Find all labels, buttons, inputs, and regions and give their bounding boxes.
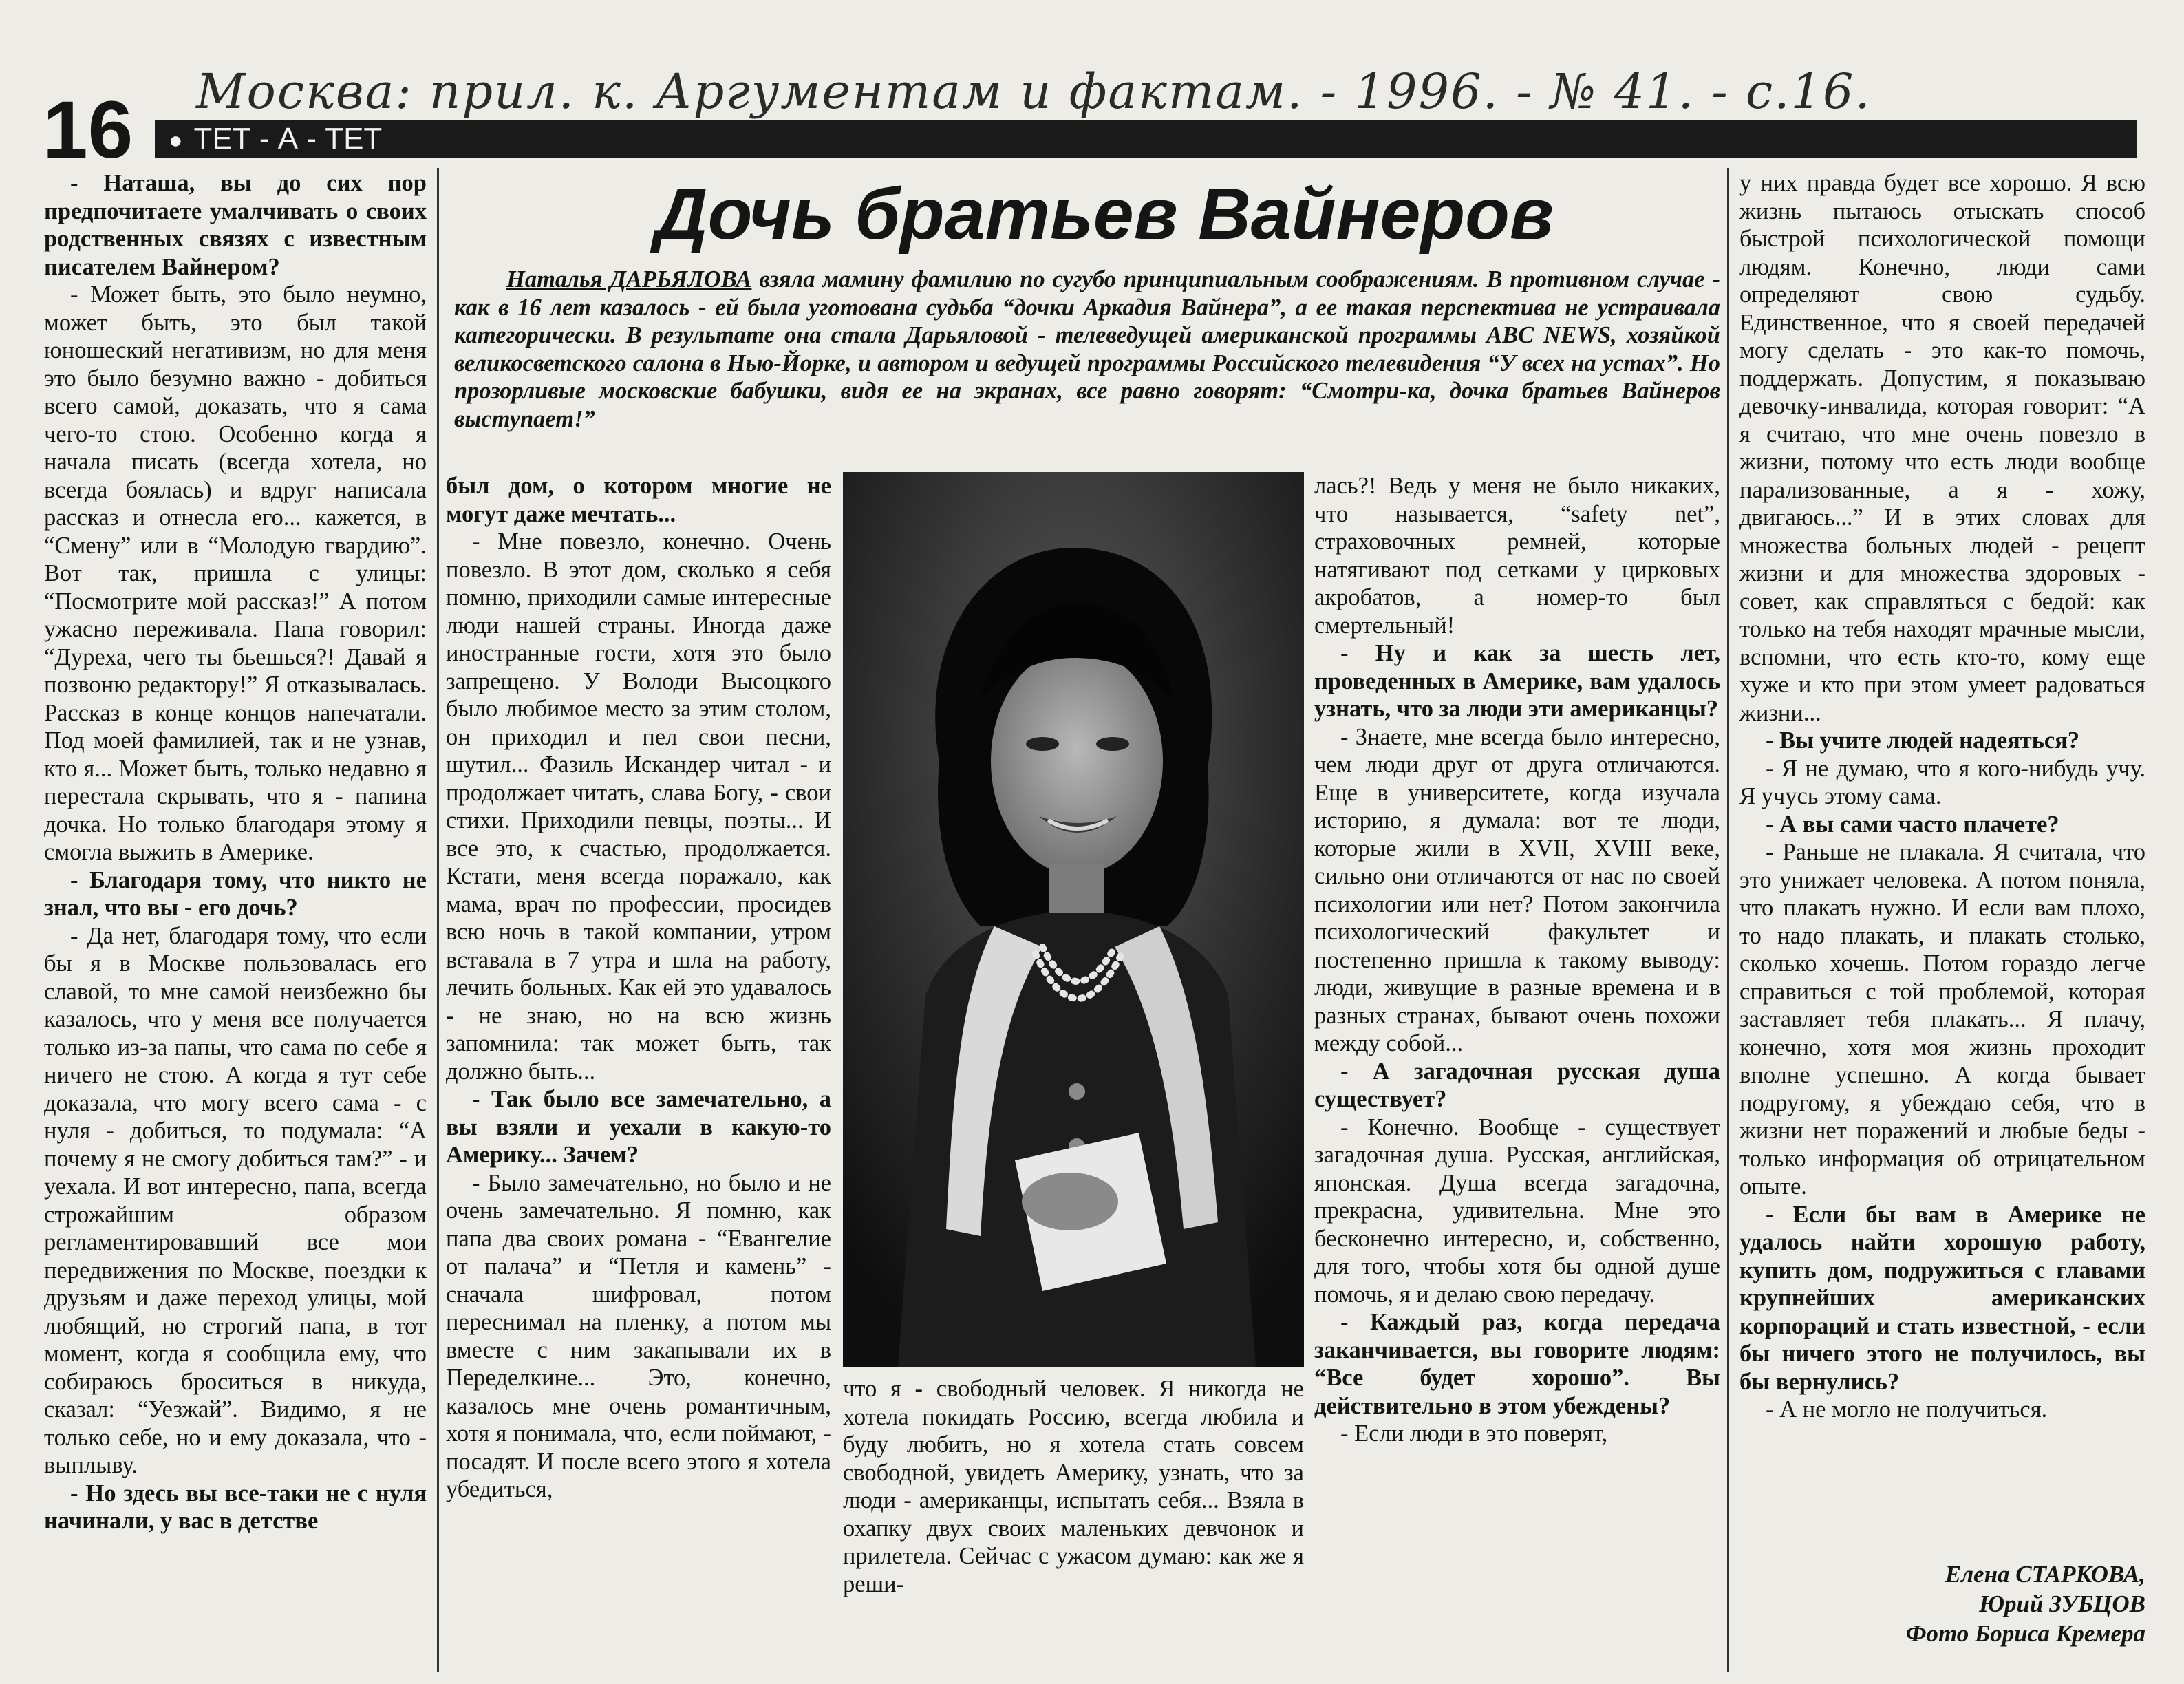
page-number: 16 (43, 85, 133, 175)
question: - А вы сами часто плачете? (1766, 811, 2059, 838)
answer: лась?! Ведь у меня не было никаких, что называется, “safety net”, страховочных ремней, которые натягивают под сетками у цирковых акробатов, а номер-то был смертельный! (1314, 473, 1720, 639)
question: - А загадочная русская душа существует? (1314, 1058, 1720, 1112)
answer: - Раньше не плакала. Я считала, что это унижает человека. А потом поняла, что плакать нужно. И если вам плохо, то надо плакать, и плакать столько, сколько хочешь. Потом гораздо легче справиться с той проблемой, которая заставляет тебя плакать... Я плачу, конечно, хотя моя жизнь проходит вполне успешно. А когда бывает подругому, я убеждаю себя, что в жизни нет поражений и любые беды - только информация об отрицательном опыте. (1739, 839, 2145, 1200)
question: был дом, о котором многие не могут даже мечтать... (446, 473, 831, 527)
answer: - Было замечательно, но было и не очень замечательно. Я помню, как папа два своих романа - “Евангелие от палача” и “Петля и камень” - сначала шифровал, потом переснимал на пленку, а потом мы вместе с ним закапывали их в Переделкине... Это, конечно, казалось мне очень романтичным, хотя я понимала, что, если поймают, - посадят. И после всего этого я хотела убедиться, (446, 1169, 831, 1502)
answer: что я - свободный человек. Я никогда не хотела покидать Россию, всегда любила и буду любить, но я хотела стать совсем свободной, увидеть Америку, узнать, что за люди - американцы, испытать себя... Взяла в охапку двух своих маленьких девчонок и прилетела. Сейчас с ужасом думаю: как же я реши- (843, 1376, 1304, 1597)
column-4 (1314, 472, 1720, 1671)
column-3-bottom (843, 1375, 1304, 1671)
lead-text: взяла мамину фамилию по сугубо принципиальным соображениям. В противном случае - как в 16 лет казалось - ей была уготована судьба “дочки Аркадия Вайнера”, а ее такая перспектива не устраивала категорически. В результате она стала Дарьяловой - телеведущей американской программы ABC NEWS, хозяйкой великосветского салона в Нью-Йорке, и автором и ведущей программы Российского телевидения “У всех на устах”. Но прозорливые московские бабушки, видя ее на экранах, все равно говорят: “Смотри-ка, дочка братьев Вайнеров выступает!” (454, 266, 1720, 432)
article-title: Дочь братьев Вайнеров (655, 173, 1554, 255)
answer: - Конечно. Вообще - существует загадочная душа. Русская, английская, японская. Душа всегда загадочна, прекрасна, удивительна. Мне это бесконечно интересно, и, собственно, для того, чтобы хотя бы одной душе помочь, я и делаю свою передачу. (1314, 1113, 1720, 1308)
author-name: Юрий ЗУБЦОВ (1979, 1590, 2145, 1617)
answer: - Я не думаю, что я кого-нибудь учу. Я учусь этому сама. (1739, 755, 2145, 809)
rubric-bar (155, 120, 2137, 158)
column-5 (1739, 169, 2145, 1556)
question: - Так было все замечательно, а вы взяли и уехали в какую-то Америку... Зачем? (446, 1086, 831, 1168)
column-divider (1727, 168, 1729, 1672)
lead-name: Наталья ДАРЬЯЛОВА (506, 266, 752, 292)
column-1 (44, 169, 427, 1670)
question: - Наташа, вы до сих пор предпочитаете умалчивать о своих родственных связях с известным писателем Вайнером? (44, 170, 427, 280)
answer: у них правда будет все хорошо. Я всю жизнь пытаюсь отыскать способ быстрой психологической помощи людям. Конечно, люди сами определяют свою судьбу. Единственное, что я своей передачей могу сделать - это как-то помочь, поддержать. Допустим, я показываю девочку-инвалида, которая говорит: “А я считаю, что мне очень повезло в жизни, потому что есть люди вообще парализованные, а я - хожу, двигаюсь...” И в этих словах для множества больных людей - рецепт жизни и для множества здоровых - совет, как справляться с бедой: как только на тебя находят мрачные мысли, вспомни, что есть кто-то, кому еще хуже и кто при этом умеет радоваться жизни... (1739, 170, 2145, 726)
question: - Благодаря тому, что никто не знал, что вы - его дочь? (44, 866, 427, 921)
column-2 (446, 472, 831, 1671)
photo-credit: Фото Бориса Кремера (1905, 1620, 2145, 1647)
portrait-photo (843, 472, 1304, 1367)
question: - Но здесь вы все-таки не с нуля начинали, у вас в детстве (44, 1480, 427, 1534)
woman-portrait-icon (843, 472, 1304, 1367)
byline (1906, 1559, 2145, 1648)
answer: - А не могло не получиться. (1766, 1396, 2048, 1422)
handwritten-source-note: Москва: прил. к. Аргументам и фактам. - 1996. - № 41. - с.16. (196, 63, 1872, 120)
answer: - Знаете, мне всегда было интересно, чем люди друг от друга отличаются. Еще в университете, когда изучала историю, я думала: вот те люди, которые жили в XVII, XVIII веке, сильно они отличаются от нас по своей психологии или нет? Потом закончила психологический факультет и постепенно пришла к такому выводу: люди, живущие в разные времена и в разных странах, бывают очень похожи между собой... (1314, 723, 1720, 1056)
rubric-label: ТЕТ - А - ТЕТ (193, 122, 383, 156)
answer: - Да нет, благодаря тому, что если бы я в Москве пользовалась его славой, то мне самой неизбежно бы казалось, что у меня все получается только из-за папы, что сама по себе я ничего не стою. А когда я тут себе доказала, что могу всего сама - с нуля - добиться, то подумала: “А почему я не смогу добиться там?” - и уехала. И вот интересно, папа, всегда строжайшим образом регламентировавший все мои передвижения по Москве, поездки к друзьям и даже переход улицы, мой любящий, но строгий папа, в тот момент, когда я сообщила ему, что собираюсь броситься в никуда, сказал: “Уезжай”. Видимо, я не только себе, но и ему доказала, что - выплыву. (44, 922, 427, 1478)
answer: - Если люди в это поверят, (1340, 1420, 1608, 1447)
question: - Каждый раз, когда передача заканчивается, вы говорите людям: “Все будет хорошо”. Вы действительно в этом убеждены? (1314, 1309, 1720, 1419)
bullet-icon: ● (169, 127, 183, 154)
question: - Вы учите людей надеяться? (1766, 727, 2080, 754)
answer: - Может быть, это было неумно, может быть, это был такой юношеский негативизм, но для меня это было безумно важно - добиться всего самой, доказать, что я сама чего-то стою. Особенно когда я начала писать (всегда хотела, но всегда боялась) и вдруг написала рассказ и отнесла его... кажется, в “Смену” или в “Молодую гвардию”. Вот так, пришла с улицы: “Посмотрите мой рассказ!” А потом ужасно переживала. Папа говорил: “Дуреха, чего ты бьешься?! Давай я позвоню редактору!” Я отказывалась. Рассказ в конце концов напечатали. Под моей фамилией, так и не узнав, кто я... Может быть, только недавно я перестала скрывать, что я - папина дочка. Но только благодаря этому я смогла выжить в Америке. (44, 281, 427, 865)
question: - Ну и как за шесть лет, проведенных в Америке, вам удалось узнать, что за люди эти американцы? (1314, 640, 1720, 722)
answer: - Мне повезло, конечно. Очень повезло. В этот дом, сколько я себя помню, приходили самые интересные люди нашей страны. Иногда даже иностранные гости, хотя это было запрещено. У Володи Высоцкого было любимое место за этим столом, он приходил и пел свои песни, шутил... Фазиль Искандер читал - и продолжает читать, слава Богу, - свои стихи. Приходили певцы, поэты... И все это, к счастью, продолжается. Кстати, меня всегда поражало, как мама, врач по профессии, просидев всю ночь в такой компании, утром вставала в 7 утра и шла на работу, лечить больных. Как ей это удавалось - не знаю, но на всю жизнь запомнила: так может быть, так должно быть... (446, 529, 831, 1085)
column-divider (437, 168, 439, 1672)
author-name: Елена СТАРКОВА, (1945, 1561, 2145, 1588)
article-lead (454, 266, 1720, 433)
question: - Если бы вам в Америке не удалось найти хорошую работу, купить дом, подружиться с главами крупнейших американских корпораций и стать известной, - если бы ничего этого не получилось, вы бы вернулись? (1739, 1201, 2145, 1395)
